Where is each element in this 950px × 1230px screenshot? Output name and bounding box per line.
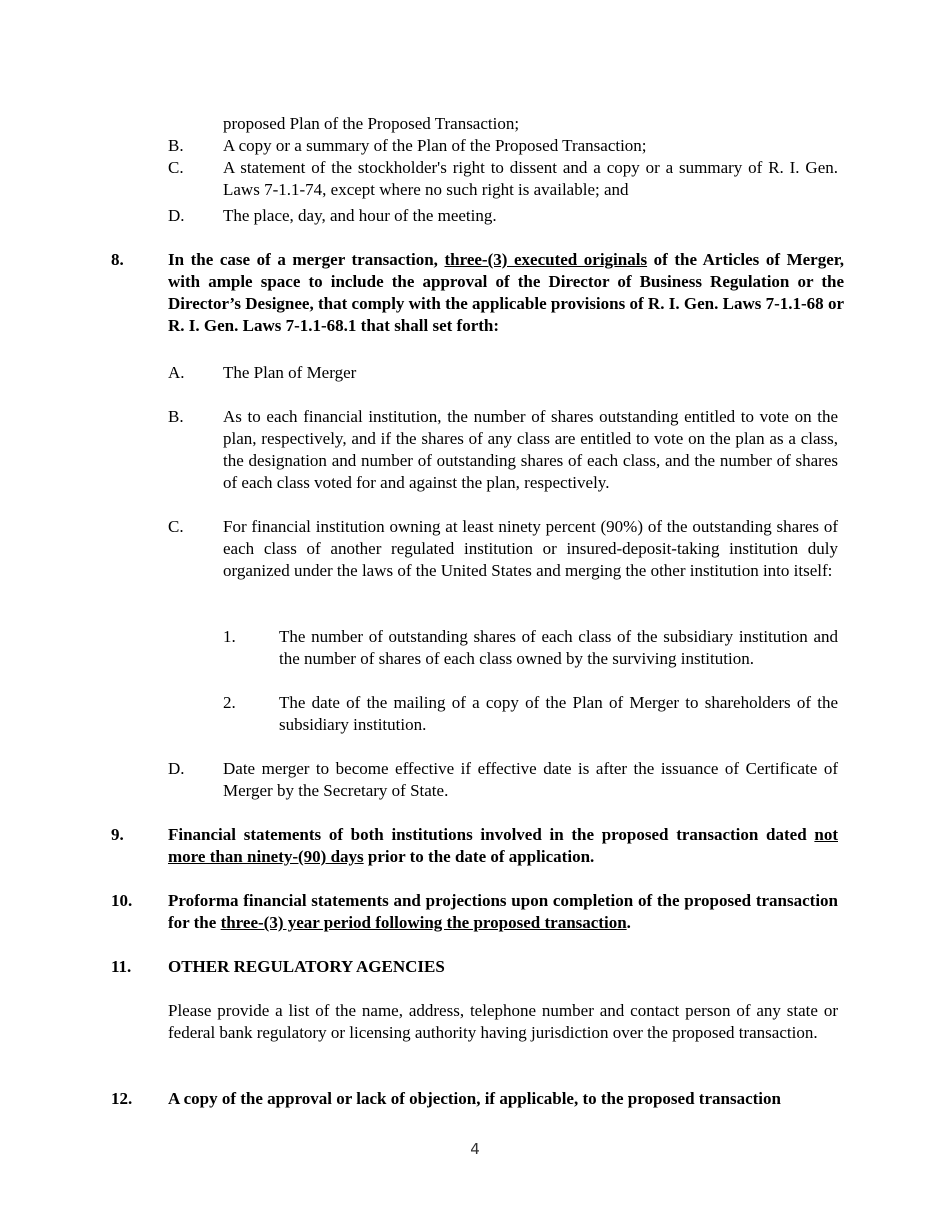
- item-8-text-after: of the Articles of Merger, with ample space to include the approval of the Director of Business Regulation or the Director’s Designee, that comply with the applicable provisions of R. I. Gen. Laws 7-1.1-68 or R. I. Gen. Laws 7-1.1-68.1 that shall set forth:: [168, 250, 844, 335]
- item-9-text: [168, 824, 838, 868]
- item-8-nested-label-1: 1.: [223, 627, 236, 646]
- page-number: 4: [470, 1140, 480, 1158]
- list-item-d: The place, day, and hour of the meeting.: [223, 206, 497, 225]
- item-11-body: Please provide a list of the name, address, telephone number and contact person of any state or federal bank regulatory or licensing authority having jurisdiction over the proposed transaction.: [168, 1001, 838, 1042]
- item-8-subitem-b: As to each financial institution, the number of shares outstanding entitled to vote on the plan, respectively, and if the shares of any class are entitled to vote on the plan as a class, the designation and number of outstanding shares of each class, and the number of shares of each class voted for and against the plan, respectively.: [223, 407, 838, 492]
- item-8-underlined: three-(3) executed originals: [444, 250, 648, 269]
- item-10-text-before: Proforma financial statements and projections upon completion of the proposed transaction for the: [168, 891, 838, 932]
- item-9-text-after: prior to the date of application.: [363, 847, 595, 866]
- item-10-text-after: .: [626, 913, 631, 932]
- list-continuation: proposed Plan of the Proposed Transaction;: [223, 114, 520, 133]
- item-8-text-before: In the case of a merger transaction,: [168, 250, 445, 269]
- list-label-d: D.: [168, 206, 185, 225]
- item-8-subitem-d: Date merger to become effective if effective date is after the issuance of Certificate of Merger by the Secretary of State.: [223, 759, 838, 800]
- item-8-heading: [168, 249, 844, 337]
- item-10-number: 10.: [111, 891, 133, 910]
- item-8-nested-item-2: The date of the mailing of a copy of the Plan of Merger to shareholders of the subsidiary institution.: [279, 693, 838, 734]
- item-11-heading: OTHER REGULATORY AGENCIES: [168, 957, 445, 976]
- item-9-number: 9.: [111, 825, 124, 844]
- item-11-number: 11.: [111, 957, 132, 976]
- item-10-underlined: three-(3) year period following the proposed transaction: [220, 913, 627, 932]
- item-8-nested-label-2: 2.: [223, 693, 236, 712]
- item-8-label-d: D.: [168, 759, 185, 778]
- item-8-label-a: A.: [168, 363, 185, 382]
- item-8-nested-item-1: The number of outstanding shares of each class of the subsidiary institution and the number of shares of each class owned by the surviving institution.: [279, 627, 838, 668]
- list-label-b: B.: [168, 136, 184, 155]
- item-8-label-c: C.: [168, 517, 184, 536]
- item-12-text: A copy of the approval or lack of objection, if applicable, to the proposed transaction: [168, 1089, 781, 1108]
- list-item-c: A statement of the stockholder's right to dissent and a copy or a summary of R. I. Gen. Laws 7-1.1-74, except where no such right is available; and: [223, 158, 838, 199]
- item-9-underlined: not more than ninety-(90) days: [168, 825, 838, 866]
- list-label-c: C.: [168, 158, 184, 177]
- list-item-b: A copy or a summary of the Plan of the Proposed Transaction;: [223, 136, 647, 155]
- item-8-subitem-c: For financial institution owning at least ninety percent (90%) of the outstanding shares of each class of another regulated institution or insured-deposit-taking institution duly organized under the laws of the United States and merging the other institution into itself:: [223, 517, 838, 580]
- item-10-text: [168, 890, 838, 934]
- item-8-label-b: B.: [168, 407, 184, 426]
- item-8-subitem-a: The Plan of Merger: [223, 363, 357, 382]
- item-8-number: 8.: [111, 250, 124, 269]
- item-9-text-before: Financial statements of both institutions involved in the proposed transaction dated: [168, 825, 815, 844]
- item-12-number: 12.: [111, 1089, 133, 1108]
